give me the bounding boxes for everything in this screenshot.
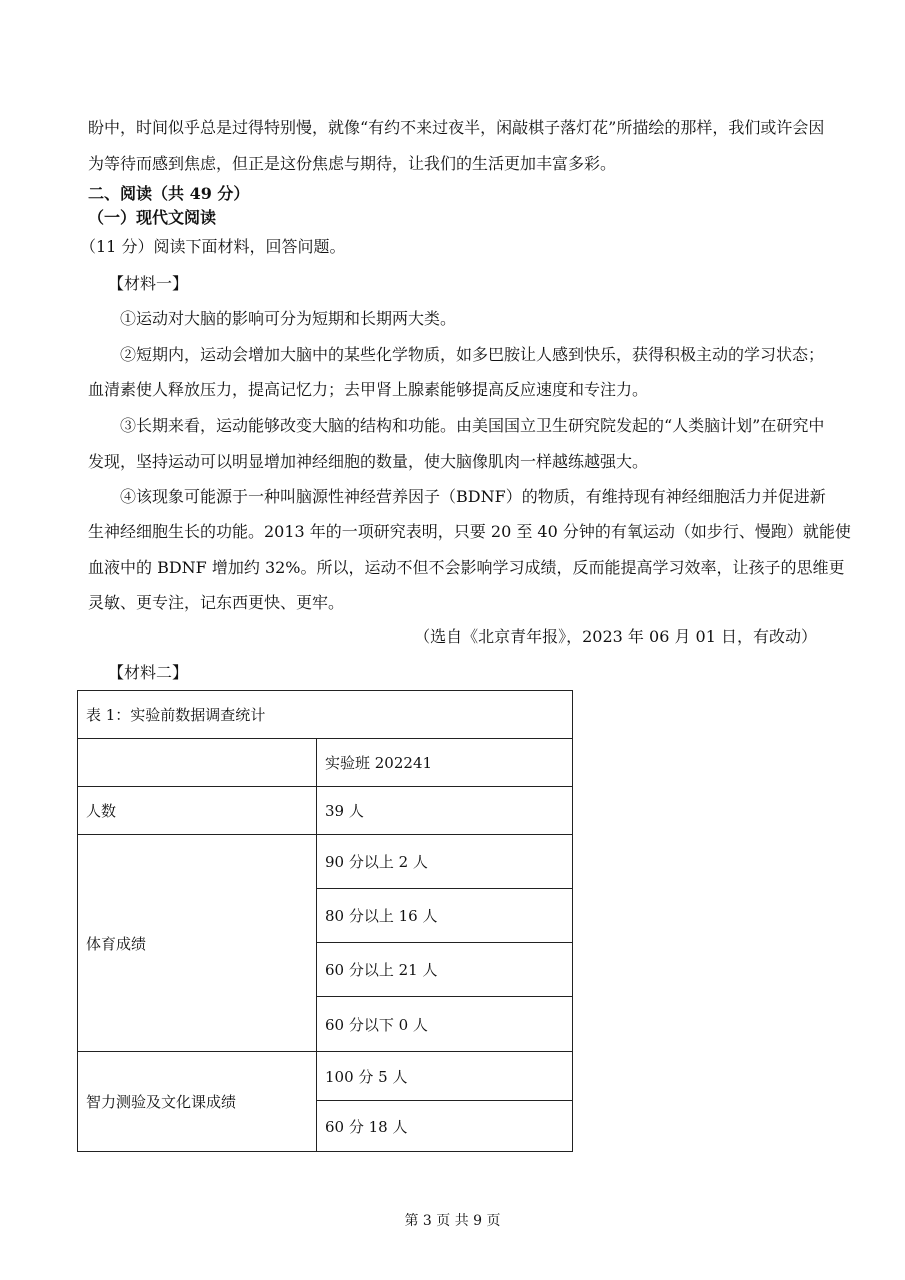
table-label-iq: 智力测验及文化课成绩 <box>78 1052 317 1152</box>
table-caption: 表 1：实验前数据调查统计 <box>78 691 573 739</box>
section-title: 二、阅读（共 49 分） <box>88 184 250 203</box>
material1-heading: 【材料一】 <box>108 274 189 293</box>
material1-paragraph-3-line-2: 发现，坚持运动可以明显增加神经细胞的数量，使大脑像肌肉一样越练越强大。 <box>88 452 649 471</box>
table-label-people: 人数 <box>78 787 317 835</box>
intro-line-2: 为等待而感到焦虑，但正是这份焦虑与期待，让我们的生活更加丰富多彩。 <box>88 154 617 173</box>
intro-line-1: 盼中，时间似乎总是过得特别慢，就像“有约不来过夜半，闲敲棋子落灯花”所描绘的那样，我们或许会因 <box>88 118 825 137</box>
material1-paragraph-4-line-2: 生神经细胞生长的功能。2013 年的一项研究表明，只要 20 至 40 分钟的有氧运动（如步行、慢跑）就能使 <box>88 522 851 541</box>
table-cell-empty <box>78 739 317 787</box>
material1-paragraph-2-line-2: 血清素使人释放压力，提高记忆力；去甲肾上腺素能够提高反应速度和专注力。 <box>88 380 649 399</box>
material1-paragraph-4-line-4: 灵敏、更专注，记东西更快、更牢。 <box>88 593 345 612</box>
subsection-title: （一）现代文阅读 <box>88 208 217 227</box>
table-value-iq: 60 分 18 人 <box>317 1101 573 1152</box>
question-intro: （11 分）阅读下面材料，回答问题。 <box>80 237 346 256</box>
table-value-iq: 100 分 5 人 <box>317 1052 573 1101</box>
table-value-pe: 60 分以下 0 人 <box>317 997 573 1052</box>
table-header-class: 实验班 202241 <box>317 739 573 787</box>
table-row <box>78 691 573 739</box>
table-row <box>78 739 573 787</box>
material1-source: （选自《北京青年报》，2023 年 06 月 01 日，有改动） <box>414 627 817 646</box>
table-value-people: 39 人 <box>317 787 573 835</box>
material1-paragraph-4-line-3: 血液中的 BDNF 增加约 32%。所以，运动不但不会影响学习成绩，反而能提高学习效率，让孩子的思维更 <box>88 558 845 577</box>
table-value-pe: 80 分以上 16 人 <box>317 889 573 943</box>
material1-paragraph-3-line-1: ③长期来看，运动能够改变大脑的结构和功能。由美国国立卫生研究院发起的“人类脑计划”在研究中 <box>120 416 825 435</box>
table-label-pe: 体育成绩 <box>78 835 317 1052</box>
table-value-pe: 90 分以上 2 人 <box>317 835 573 889</box>
material1-paragraph-4-line-1: ④该现象可能源于一种叫脑源性神经营养因子（BDNF）的物质，有维持现有神经细胞活力并促进新 <box>120 487 826 506</box>
material2-heading: 【材料二】 <box>108 663 189 682</box>
table-row <box>78 835 573 889</box>
table-value-pe: 60 分以上 21 人 <box>317 943 573 997</box>
material1-paragraph-2-line-1: ②短期内，运动会增加大脑中的某些化学物质，如多巴胺让人感到快乐，获得积极主动的学习状态； <box>120 345 825 364</box>
material1-paragraph-1: ①运动对大脑的影响可分为短期和长期两大类。 <box>120 309 457 328</box>
table-row <box>78 1052 573 1101</box>
table-row <box>78 787 573 835</box>
page-footer: 第 3 页 共 9 页 <box>404 1213 501 1229</box>
survey-table <box>77 690 573 1152</box>
